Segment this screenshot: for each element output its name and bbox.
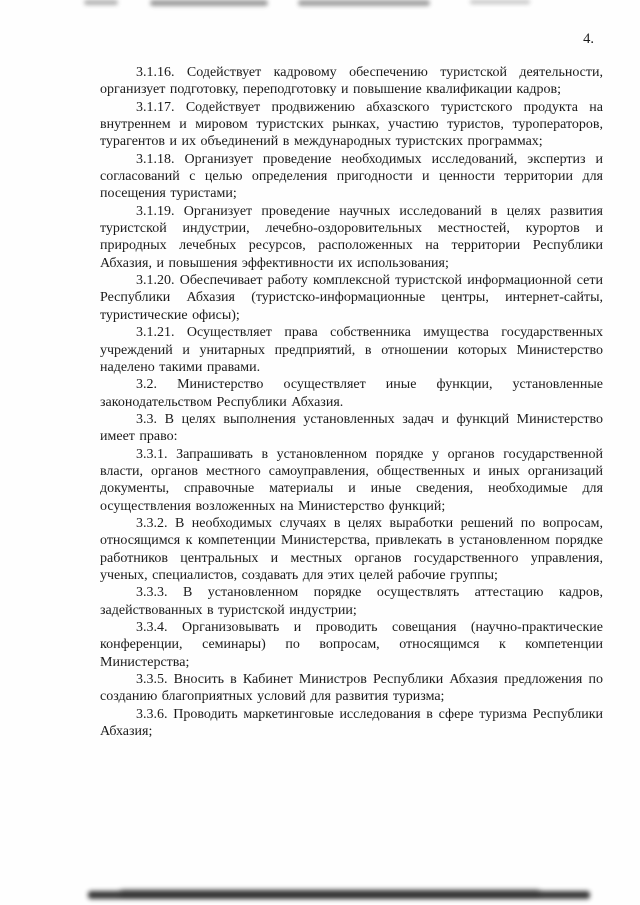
paragraph-3-3-2: 3.3.2. В необходимых случаях в целях выработки решений по вопросам, относящимся к компетенции Министерства, привлекать в установленном порядке работников центральных и местных органов государственного управления, ученых, специалистов, создавать для этих целей рабочие группы; (100, 515, 603, 583)
paragraph-3-1-18: 3.1.18. Организует проведение необходимых исследований, экспертиз и согласований с целью определения пригодности и ценности территории для посещения туристами; (100, 151, 603, 202)
scan-artifact-bottom (120, 890, 540, 895)
document-body (100, 64, 603, 740)
scan-artifact-top (470, 0, 530, 4)
paragraph-3-2: 3.2. Министерство осуществляет иные функции, установленные законодательством Республики Абхазия. (100, 377, 603, 410)
paragraph-3-1-19: 3.1.19. Организует проведение научных исследований в целях развития туристской индустрии, лечебно-оздоровительных местностей, курортов и природных лечебных ресурсов, расположенных на территории Республики Абхазия, и повышения эффективности их использования; (100, 203, 603, 271)
paragraph-3-1-20: 3.1.20. Обеспечивает работу комплексной туристской информационной сети Республики Абхазия (туристско-информационные центры, интернет-сайты, туристические офисы); (100, 273, 603, 323)
scan-artifact-bottom (88, 891, 590, 899)
page-number: 4. (583, 31, 594, 47)
paragraph-3-3-5: 3.3.5. Вносить в Кабинет Министров Республики Абхазия предложения по созданию благоприятных условий для развития туризма; (100, 672, 603, 705)
paragraph-3-3-1: 3.3.1. Запрашивать в установленном порядке у органов государственной власти, органов местного самоуправления, общественных и иных организаций документы, справочные материалы и иные сведения, необходимые для осуществления возложенных на Министерство функций; (100, 446, 603, 514)
paragraph-3-1-17: 3.1.17. Содействует продвижению абхазского туристского продукта на внутреннем и мировом туристских рынках, участию туристов, туроператоров, турагентов и их объединений в международных туристских программах; (100, 99, 603, 150)
paragraph-3-3-6: 3.3.6. Проводить маркетинговые исследования в сфере туризма Республики Абхазия; (100, 706, 603, 740)
paragraph-3-3: 3.3. В целях выполнения установленных задач и функций Министерство имеет право: (100, 411, 603, 445)
paragraph-3-3-3: 3.3.3. В установленном порядке осуществлять аттестацию кадров, задействованных в туристской индустрии; (100, 585, 603, 618)
paragraph-3-3-4: 3.3.4. Организовывать и проводить совещания (научно-практические конференции, семинары) по вопросам, относящимся к компетенции Министерства; (100, 620, 603, 670)
paragraph-3-1-16: 3.1.16. Содействует кадровому обеспечению туристской деятельности, организует подготовку, переподготовку и повышение квалификации кадров; (100, 65, 603, 98)
scan-artifact-top (298, 0, 430, 6)
paragraph-3-1-21: 3.1.21. Осуществляет права собственника имущества государственных учреждений и унитарных предприятий, в отношении которых Министерство наделено такими правами. (100, 325, 603, 375)
scan-artifact-top (150, 0, 268, 6)
scan-artifact-top (84, 0, 118, 5)
